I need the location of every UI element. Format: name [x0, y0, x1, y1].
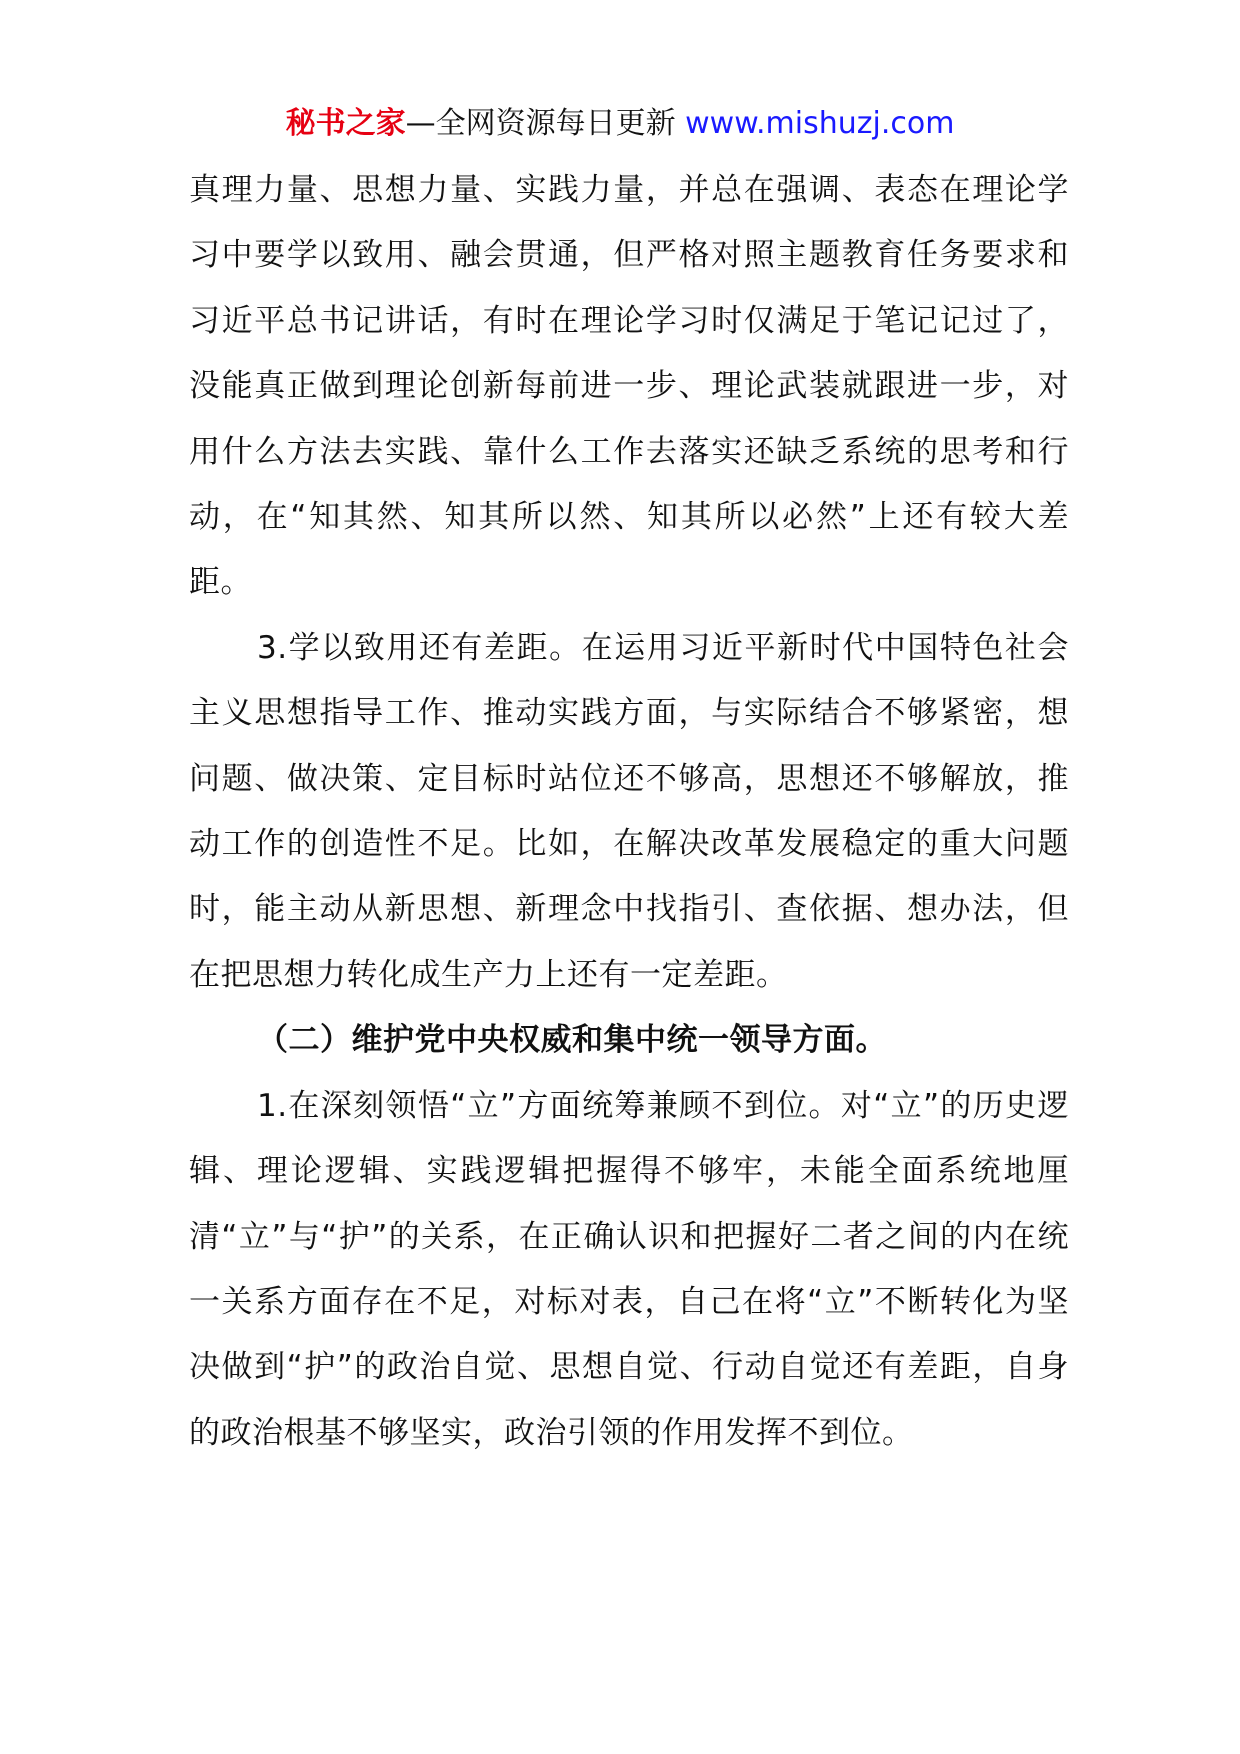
paragraph-continued: 真理力量、思想力量、实践力量，并总在强调、表态在理论学习中要学以致用、融会贯通，但严格对照主题教育任务要求和习近平总书记讲话，有时在理论学习时仅满足于笔记记过了，没能真正做到理论创新每前进一步、理论武装就跟进一步，对用什么方法去实践、靠什么工作去落实还缺乏系统的思考和行动，在“知其然、知其所以然、知其所以必然”上还有较大差距。	[189, 172, 1069, 601]
brand-name: 秘书之家	[285, 106, 406, 141]
header-tagline: —全网资源每日更新	[405, 106, 676, 141]
section-heading: （二）维护党中央权威和集中统一领导方面。	[257, 1022, 887, 1059]
site-header	[0, 100, 1240, 148]
document-body	[189, 158, 1069, 1466]
paragraph-item-3: 3.学以致用还有差距。在运用习近平新时代中国特色社会主义思想指导工作、推动实践方面，与实际结合不够紧密，想问题、做决策、定目标时站位还不够高，思想还不够解放，推动工作的创造性不足。比如，在解决改革发展稳定的重大问题时，能主动从新思想、新理念中找指引、查依据、想办法，但在把思想力转化成生产力上还有一定差距。	[189, 629, 1069, 993]
paragraph-item-1: 1.在深刻领悟“立”方面统筹兼顾不到位。对“立”的历史逻辑、理论逻辑、实践逻辑把握得不够牢，未能全面系统地厘清“立”与“护”的关系，在正确认识和把握好二者之间的内在统一关系方面存在不足，对标对表，自己在将“立”不断转化为坚决做到“护”的政治自觉、思想自觉、行动自觉还有差距，自身的政治根基不够坚实，政治引领的作用发挥不到位。	[189, 1087, 1069, 1451]
site-url-link[interactable]: www.mishuzj.com	[685, 106, 955, 141]
